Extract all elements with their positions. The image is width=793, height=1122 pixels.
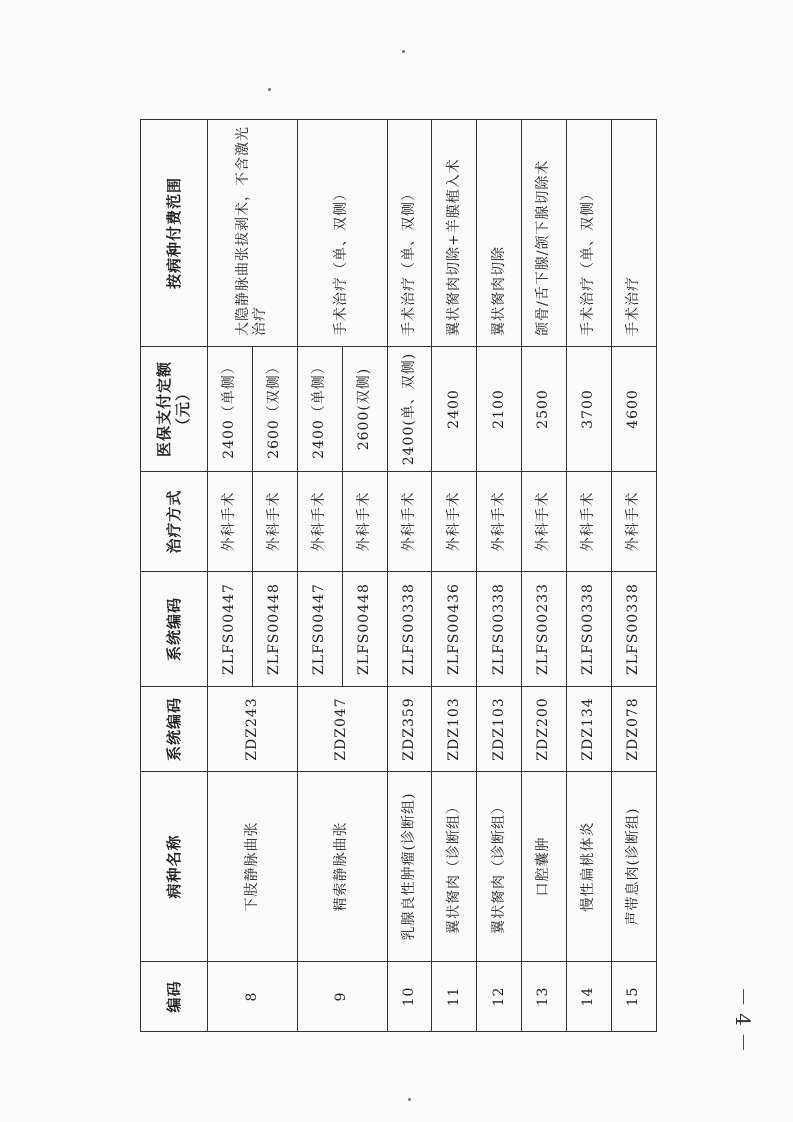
cell-seq: 10: [387, 962, 432, 1032]
cell-disease-name: 乳腺良性肿瘤(诊断组): [387, 772, 432, 962]
table-row: [477, 120, 522, 1032]
page-number: － 4 －: [731, 986, 756, 1053]
cell-quota: 4600: [612, 347, 657, 472]
cell-sys-code-2: ZLFS00338: [387, 572, 432, 687]
cell-sys-code-2: ZLFS00447: [208, 572, 253, 687]
cell-sys-code: ZDZ103: [432, 687, 477, 772]
cell-sys-code-2: ZLFS00448: [252, 572, 297, 687]
table-row: [567, 120, 612, 1032]
table-row: [612, 120, 657, 1032]
cell-disease-name: 声带息肉(诊断组): [612, 772, 657, 962]
scan-speck: [402, 50, 405, 53]
cell-seq: 14: [567, 962, 612, 1032]
header-scope: 按病种付费范围: [141, 120, 208, 347]
cell-treatment: 外科手术: [387, 472, 432, 572]
table-row: [297, 120, 342, 1032]
cell-scope: 手术治疗（单、双侧）: [567, 120, 612, 347]
table-row: [387, 120, 432, 1032]
cell-quota: 2400(单、双侧): [387, 347, 432, 472]
cell-treatment: 外科手术: [567, 472, 612, 572]
cell-sys-code: ZDZ359: [387, 687, 432, 772]
cell-quota: 2100: [477, 347, 522, 472]
scan-speck: [408, 1098, 411, 1101]
header-row: [141, 120, 208, 1032]
cell-quota: 2400: [432, 347, 477, 472]
table-row: [208, 120, 253, 1032]
cell-treatment: 外科手术: [297, 472, 342, 572]
cell-treatment: 外科手术: [612, 472, 657, 572]
table-row: [522, 120, 567, 1032]
cell-sys-code: ZDZ047: [297, 687, 387, 772]
cell-scope: 手术治疗（单、双侧）: [387, 120, 432, 347]
cell-scope: 翼状胬肉切除: [477, 120, 522, 347]
cell-quota: 2400（单侧）: [297, 347, 342, 472]
header-quota: 医保支付定额（元）: [141, 347, 208, 472]
cell-scope: 大隐静脉曲张拔剥术，不含激光治疗: [208, 120, 298, 347]
cell-disease-name: 翼状胬肉（诊断组）: [432, 772, 477, 962]
cell-sys-code: ZDZ134: [567, 687, 612, 772]
cell-scope: 手术治疗: [612, 120, 657, 347]
cell-disease-name: 口腔囊肿: [522, 772, 567, 962]
cell-sys-code-2: ZLFS00338: [477, 572, 522, 687]
cell-treatment: 外科手术: [432, 472, 477, 572]
cell-treatment: 外科手术: [342, 472, 387, 572]
cell-quota: 3700: [567, 347, 612, 472]
cell-seq: 12: [477, 962, 522, 1032]
cell-sys-code-2: ZLFS00338: [567, 572, 612, 687]
cell-disease-name: 翼状胬肉（诊断组）: [477, 772, 522, 962]
cell-seq: 8: [208, 962, 298, 1032]
cell-quota: 2600(双侧): [342, 347, 387, 472]
cell-sys-code-2: ZLFS00436: [432, 572, 477, 687]
cell-treatment: 外科手术: [477, 472, 522, 572]
cell-sys-code: ZDZ243: [208, 687, 298, 772]
cell-disease-name: 慢性扁桃体炎: [567, 772, 612, 962]
cell-treatment: 外科手术: [522, 472, 567, 572]
cell-treatment: 外科手术: [252, 472, 297, 572]
cell-sys-code-2: ZLFS00448: [342, 572, 387, 687]
cell-sys-code: ZDZ078: [612, 687, 657, 772]
cell-sys-code-2: ZLFS00447: [297, 572, 342, 687]
scan-speck: [268, 88, 271, 91]
cell-sys-code-2: ZLFS00233: [522, 572, 567, 687]
fee-table-container: [140, 120, 657, 1032]
cell-seq: 9: [297, 962, 387, 1032]
cell-seq: 13: [522, 962, 567, 1032]
cell-scope: 手术治疗（单、双侧）: [297, 120, 387, 347]
cell-quota: 2600（双侧）: [252, 347, 297, 472]
header-seq: 编码: [141, 962, 208, 1032]
cell-quota: 2400（单侧）: [208, 347, 253, 472]
fee-table: [140, 119, 657, 1032]
header-treatment: 治疗方式: [141, 472, 208, 572]
cell-sys-code: ZDZ103: [477, 687, 522, 772]
cell-sys-code-2: ZLFS00338: [612, 572, 657, 687]
header-disease-name: 病种名称: [141, 772, 208, 962]
cell-scope: 翼状胬肉切除+羊膜植入术: [432, 120, 477, 347]
cell-quota: 2500: [522, 347, 567, 472]
cell-treatment: 外科手术: [208, 472, 253, 572]
header-sys-code-2: 系统编码: [141, 572, 208, 687]
cell-seq: 11: [432, 962, 477, 1032]
table-row: [432, 120, 477, 1032]
header-sys-code: 系统编码: [141, 687, 208, 772]
cell-sys-code: ZDZ200: [522, 687, 567, 772]
cell-disease-name: 下肢静脉曲张: [208, 772, 298, 962]
cell-seq: 15: [612, 962, 657, 1032]
cell-disease-name: 精索静脉曲张: [297, 772, 387, 962]
cell-scope: 颌骨/舌下腺/颌下腺切除术: [522, 120, 567, 347]
